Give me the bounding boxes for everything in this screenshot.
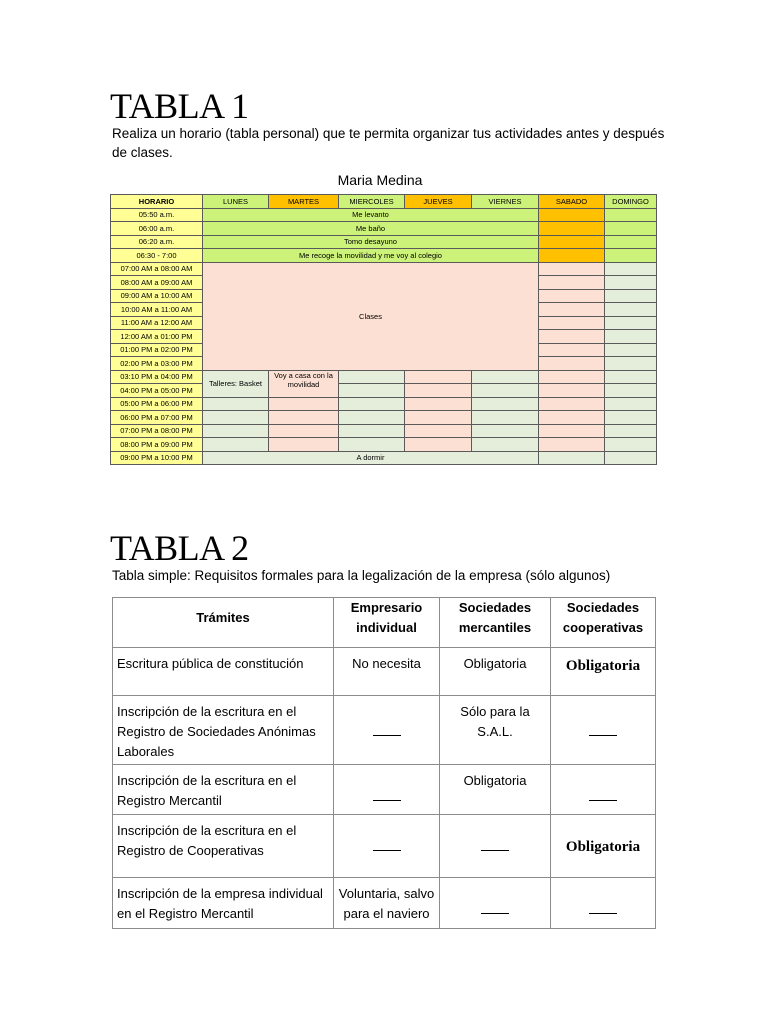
schedule-cell <box>539 208 605 222</box>
schedule-cell <box>405 411 472 425</box>
table-header-row <box>113 598 656 648</box>
schedule-cell <box>605 222 657 236</box>
schedule-cell <box>269 397 339 411</box>
table-cell: Voluntaria, salvo para el naviero <box>334 878 440 929</box>
schedule-cell <box>472 424 539 438</box>
schedule-cell <box>405 370 472 384</box>
schedule-row <box>111 411 657 425</box>
table-cell <box>334 696 440 765</box>
time-cell: 02:00 PM a 03:00 PM <box>111 357 203 371</box>
schedule-cell <box>539 316 605 330</box>
schedule-cell <box>539 303 605 317</box>
schedule-cell <box>605 276 657 290</box>
schedule-cell <box>203 397 269 411</box>
schedule-cell <box>605 451 657 465</box>
tramite-cell: Inscripción de la empresa individual en el Registro Mercantil <box>113 878 334 929</box>
table-row <box>113 765 656 815</box>
schedule-owner: Maria Medina <box>110 168 656 192</box>
schedule-cell <box>405 384 472 398</box>
schedule-cell <box>472 438 539 452</box>
schedule-cell <box>339 424 405 438</box>
table-cell: No necesita <box>334 648 440 696</box>
table-cell <box>440 878 551 929</box>
schedule-cell <box>539 397 605 411</box>
schedule-cell <box>472 384 539 398</box>
schedule-row <box>111 262 657 276</box>
time-cell: 05:50 a.m. <box>111 208 203 222</box>
schedule-cell <box>539 289 605 303</box>
schedule-cell <box>405 397 472 411</box>
time-cell: 09:00 AM a 10:00 AM <box>111 289 203 303</box>
schedule-cell <box>605 357 657 371</box>
day-header: JUEVES <box>405 195 472 209</box>
dash-placeholder <box>373 800 401 801</box>
time-cell: 08:00 AM a 09:00 AM <box>111 276 203 290</box>
dash-placeholder <box>373 850 401 851</box>
voy-a-casa-cell: Voy a casa con la movilidad <box>269 370 339 397</box>
table-cell <box>334 815 440 878</box>
schedule-cell <box>605 289 657 303</box>
schedule-cell <box>269 438 339 452</box>
dash-placeholder <box>481 850 509 851</box>
time-cell: 10:00 AM a 11:00 AM <box>111 303 203 317</box>
table-cell: Obligatoria <box>440 765 551 815</box>
table-row <box>113 878 656 929</box>
day-header: LUNES <box>203 195 269 209</box>
time-cell: 09:00 PM a 10:00 PM <box>111 451 203 465</box>
schedule-cell <box>539 411 605 425</box>
tramite-cell: Inscripción de la escritura en el Registro Mercantil <box>113 765 334 815</box>
column-header: Empresario individual <box>334 598 440 648</box>
schedule-cell <box>605 330 657 344</box>
day-header: VIERNES <box>472 195 539 209</box>
schedule-cell <box>539 276 605 290</box>
time-cell: 06:30 - 7:00 <box>111 249 203 263</box>
schedule-cell <box>472 370 539 384</box>
day-header: DOMINGO <box>605 195 657 209</box>
schedule-cell <box>339 384 405 398</box>
schedule-cell <box>405 424 472 438</box>
schedule-row <box>111 384 657 398</box>
classes-block: Clases <box>203 262 539 370</box>
schedule-cell <box>339 397 405 411</box>
time-cell: 11:00 AM a 12:00 AM <box>111 316 203 330</box>
table-cell <box>440 815 551 878</box>
schedule-cell <box>203 424 269 438</box>
activity-cell: Me baño <box>203 222 539 236</box>
schedule-cell <box>539 330 605 344</box>
time-cell: 01:00 PM a 02:00 PM <box>111 343 203 357</box>
schedule-cell <box>605 249 657 263</box>
schedule-cell <box>605 438 657 452</box>
time-cell: 12:00 AM a 01:00 PM <box>111 330 203 344</box>
time-cell: 08:00 PM a 09:00 PM <box>111 438 203 452</box>
time-cell: 07:00 AM a 08:00 AM <box>111 262 203 276</box>
tabla1-heading: TABLA 1 <box>110 86 249 126</box>
schedule-row <box>111 208 657 222</box>
table-cell <box>551 696 656 765</box>
dash-placeholder <box>481 913 509 914</box>
tabla1-intro: Realiza un horario (tabla personal) que te permita organizar tus actividades antes y después de clases. <box>112 126 665 160</box>
schedule-table <box>110 194 657 465</box>
schedule-cell <box>605 208 657 222</box>
schedule-cell <box>203 411 269 425</box>
activity-cell: Me recoge la movilidad y me voy al colegio <box>203 249 539 263</box>
dash-placeholder <box>589 913 617 914</box>
talleres-cell: Talleres: Basket <box>203 370 269 397</box>
table-row <box>113 648 656 696</box>
table-cell <box>334 765 440 815</box>
schedule-cell <box>605 343 657 357</box>
schedule-cell <box>605 262 657 276</box>
column-header: Trámites <box>113 598 334 648</box>
schedule-cell <box>539 357 605 371</box>
schedule-cell <box>605 303 657 317</box>
table-cell <box>551 765 656 815</box>
schedule-cell <box>539 262 605 276</box>
schedule-cell <box>605 411 657 425</box>
time-cell: 07:00 PM a 08:00 PM <box>111 424 203 438</box>
schedule-cell <box>605 397 657 411</box>
time-cell: 06:00 PM a 07:00 PM <box>111 411 203 425</box>
dash-placeholder <box>373 735 401 736</box>
horario-header: HORARIO <box>111 195 203 209</box>
schedule-cell <box>339 411 405 425</box>
schedule-cell <box>539 438 605 452</box>
schedule-cell <box>539 370 605 384</box>
schedule-cell <box>203 438 269 452</box>
schedule-header-row <box>111 195 657 209</box>
day-header: MIERCOLES <box>339 195 405 209</box>
tabla2-heading: TABLA 2 <box>110 528 249 568</box>
schedule-row <box>111 438 657 452</box>
time-cell: 06:00 a.m. <box>111 222 203 236</box>
schedule-image <box>110 168 656 488</box>
time-cell: 03:10 PM a 04:00 PM <box>111 370 203 384</box>
schedule-cell <box>472 397 539 411</box>
dash-placeholder <box>589 800 617 801</box>
schedule-cell <box>539 235 605 249</box>
schedule-cell <box>605 316 657 330</box>
time-cell: 05:00 PM a 06:00 PM <box>111 397 203 411</box>
schedule-cell <box>269 411 339 425</box>
schedule-cell <box>605 235 657 249</box>
schedule-cell <box>339 438 405 452</box>
activity-cell: A dormir <box>203 451 539 465</box>
activity-cell: Me levanto <box>203 208 539 222</box>
table-cell: Obligatoria <box>551 648 656 696</box>
table-cell: Obligatoria <box>551 815 656 878</box>
table-row <box>113 815 656 878</box>
schedule-cell <box>405 438 472 452</box>
tramite-cell: Escritura pública de constitución <box>113 648 334 696</box>
schedule-cell <box>539 343 605 357</box>
day-header: MARTES <box>269 195 339 209</box>
schedule-row <box>111 397 657 411</box>
schedule-cell <box>605 424 657 438</box>
schedule-cell <box>605 384 657 398</box>
dash-placeholder <box>589 735 617 736</box>
activity-cell: Tomo desayuno <box>203 235 539 249</box>
tramite-cell: Inscripción de la escritura en el Registro de Cooperativas <box>113 815 334 878</box>
table-cell: Sólo para la S.A.L. <box>440 696 551 765</box>
table-row <box>113 696 656 765</box>
schedule-cell <box>539 384 605 398</box>
table-cell <box>551 878 656 929</box>
schedule-cell <box>269 424 339 438</box>
schedule-cell <box>539 222 605 236</box>
day-header: SABADO <box>539 195 605 209</box>
schedule-cell <box>605 370 657 384</box>
schedule-cell <box>539 424 605 438</box>
table-cell: Obligatoria <box>440 648 551 696</box>
time-cell: 04:00 PM a 05:00 PM <box>111 384 203 398</box>
schedule-cell <box>539 249 605 263</box>
schedule-row <box>111 370 657 384</box>
tabla2-intro: Tabla simple: Requisitos formales para la legalización de la empresa (sólo algunos) <box>112 568 611 583</box>
requirements-table <box>112 597 656 929</box>
tramite-cell: Inscripción de la escritura en el Registro de Sociedades Anónimas Laborales <box>113 696 334 765</box>
column-header: Sociedades mercantiles <box>440 598 551 648</box>
schedule-cell <box>539 451 605 465</box>
column-header: Sociedades cooperativas <box>551 598 656 648</box>
schedule-row <box>111 424 657 438</box>
schedule-row <box>111 451 657 465</box>
schedule-row <box>111 222 657 236</box>
time-cell: 06:20 a.m. <box>111 235 203 249</box>
schedule-row <box>111 249 657 263</box>
schedule-cell <box>472 411 539 425</box>
schedule-cell <box>339 370 405 384</box>
schedule-row <box>111 235 657 249</box>
